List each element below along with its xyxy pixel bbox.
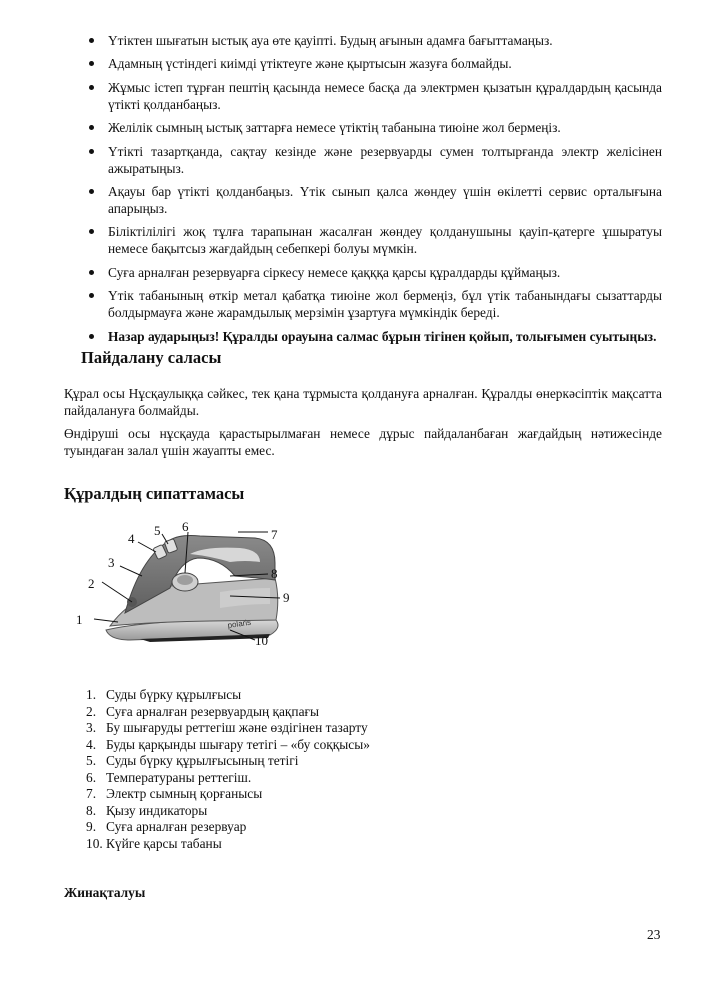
list-item: 4. Буды қарқынды шығару тетігі – «бу соққысы» bbox=[86, 736, 370, 752]
list-item: 9. Суға арналған резервуар bbox=[86, 819, 247, 834]
list-item: Адамның үстіндегі киімді үтіктеуге және қыртысын жазуға болмайды. bbox=[86, 55, 662, 72]
list-item: Желілік сымның ыстық заттарға немесе үтіктің табанына тиюіне жол бермеңіз. bbox=[86, 119, 662, 136]
list-item: Үтік табанының өткір метал қабатқа тиюіне жол бермеңіз, бұл үтік табанындағы сызаттарды болдырмауға және жарамдылық мерзімін ұзартуға мүмкіндік береді. bbox=[86, 287, 662, 321]
page-number: 23 bbox=[647, 927, 661, 942]
callout-1: 1 bbox=[76, 612, 83, 627]
callout-2: 2 bbox=[88, 576, 95, 591]
list-item: 6. Температураны реттегіш. bbox=[86, 769, 252, 785]
list-item: 5. Суды бүрку құрылғысының тетігі bbox=[86, 753, 299, 768]
callout-3: 3 bbox=[108, 555, 115, 570]
list-item: Үтікті тазартқанда, сақтау кезінде және резервуарды сумен толтырғанда электр желісінен ажыратыңыз. bbox=[86, 143, 662, 177]
section-heading-kit: Жинақталуы bbox=[64, 885, 146, 900]
list-item: Үтіктен шығатын ыстық ауа өте қауіпті. Будың ағынын адамға бағыттамаңыз. bbox=[86, 32, 662, 49]
usage-paragraph: Құрал осы Нұсқаулыққа сәйкес, тек қана тұрмыста қолдануға арналған. Құралды өнеркәсіптік мақсатта пайдалануға болмайды. bbox=[64, 386, 662, 418]
callout-9: 9 bbox=[283, 590, 290, 605]
callout-6: 6 bbox=[182, 519, 189, 534]
list-item: 1. Суды бүрку құрылғысы bbox=[86, 687, 242, 702]
callout-7: 7 bbox=[271, 527, 278, 542]
list-item: Жұмыс істеп тұрған пештің қасында немесе басқа да электрмен қызатын құралдардың қасында үтікті қолданбаңыз. bbox=[86, 79, 662, 113]
list-item: Біліктілілігі жоқ тұлға тарапынан жасалған жөндеу қолданушыны қауіп-қатерге ұшыратуы немесе бақытсыз жағдайдың себепкері болуы мүмкін. bbox=[86, 223, 662, 257]
liability-paragraph: Өндіруші осы нұсқауда қарастырылмаған немесе дұрыс пайдаланбаған жағдайдың нәтижесінде туындаған залал үшін жауапты емес. bbox=[64, 426, 662, 458]
list-item: Суға арналған резервуарға сіркесу немесе қақққа қарсы құралдарды құймаңыз. bbox=[86, 264, 662, 281]
list-item: 8. Қызу индикаторы bbox=[86, 802, 208, 818]
list-item: Ақауы бар үтікті қолданбаңыз. Үтік сынып қалса жөндеу үшін өкілетті сервис орталығына апарыңыз. bbox=[86, 183, 662, 217]
list-item: 10. Күйге қарсы табаны bbox=[86, 835, 222, 851]
list-item: 7. Электр сымның қорғанысы bbox=[86, 786, 263, 801]
list-item: 2. Суға арналған резервуардың қақпағы bbox=[86, 703, 320, 719]
callout-5: 5 bbox=[154, 523, 161, 538]
iron-brand-logo: polaris bbox=[227, 617, 252, 630]
parts-list bbox=[86, 687, 370, 852]
warning-item: Назар аударыңыз! Құралды орауына салмас бұрын тігінен қойып, толығымен суытыңыз. bbox=[86, 328, 662, 345]
callout-8: 8 bbox=[271, 566, 278, 581]
list-item: 3. Бу шығаруды реттегіш және өздігінен тазарту bbox=[86, 720, 368, 735]
callout-4: 4 bbox=[128, 531, 135, 546]
section-heading-usage: Пайдалану саласы bbox=[81, 348, 222, 367]
safety-list bbox=[86, 32, 662, 351]
section-heading-description: Құралдың сипаттамасы bbox=[64, 484, 245, 503]
iron-diagram bbox=[70, 518, 300, 658]
callout-10: 10 bbox=[255, 633, 268, 648]
